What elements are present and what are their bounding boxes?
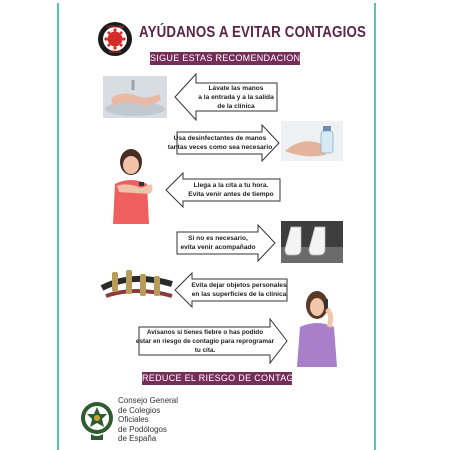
wash-hands-line-1: Lávate las manos [208,84,264,92]
logo-text-bottom: VIRUS [108,49,122,54]
wash-hands-line-2: a la entrada y a la salida [198,93,274,101]
page-title: AYÚDANOS A EVITAR CONTAGIOS [139,24,367,41]
footer-line: de Podólogos [118,424,167,434]
keys-photo [98,268,178,308]
podologos-crest-logo [78,396,116,442]
sanitizer-line-1: Usa desinfectantes de manos [173,135,267,142]
arrow-come-alone [176,224,276,262]
white-sneakers-photo [281,221,343,263]
arrow-personal-items [174,272,288,308]
items-line-1: Evita dejar objetos personales [191,282,287,289]
footer-organization [118,396,178,444]
fever-line-2: estar en riesgo de contagio para reprogramar [135,337,275,345]
footer-line: de España [118,434,157,443]
arrow-wash-hands [174,73,278,121]
wash-hands-line-3: de la clínica [217,102,255,110]
items-line-2: en las superficies de la clínica [191,291,287,298]
woman-checking-watch-photo [103,146,163,224]
logo-text-top: CORONA [106,24,124,29]
arrow-notify-fever [135,318,288,364]
fever-line-1: Avísanos si tienes fiebre o has podido [146,328,264,336]
woman-on-phone-photo [291,289,343,367]
footer-line: Consejo General [118,396,179,405]
coronavirus-logo [97,21,133,57]
footer-line: Oficiales [118,415,149,424]
alone-line-1: Si no es necesario, [188,235,248,242]
alone-line-2: evita venir acompañado [180,244,256,251]
arrive-line-1: Llega a la cita a tu hora. [193,182,269,189]
arrow-sanitizer [167,124,280,162]
closing-banner: REDUCE EL RIESGO DE CONTAGIO [142,373,304,383]
footer-line: de Colegios [118,405,161,415]
fever-line-3: tu cita. [194,346,216,354]
subtitle-banner: SIGUE ESTAS RECOMENDACIONES [150,53,313,63]
hand-washing-photo [103,76,167,118]
arrow-arrive-on-time [165,172,281,208]
sanitizer-line-2: tantas veces como sea necesario [167,144,273,151]
hand-sanitizer-photo [281,121,343,161]
arrive-line-2: Evita venir antes de tiempo [188,191,274,198]
